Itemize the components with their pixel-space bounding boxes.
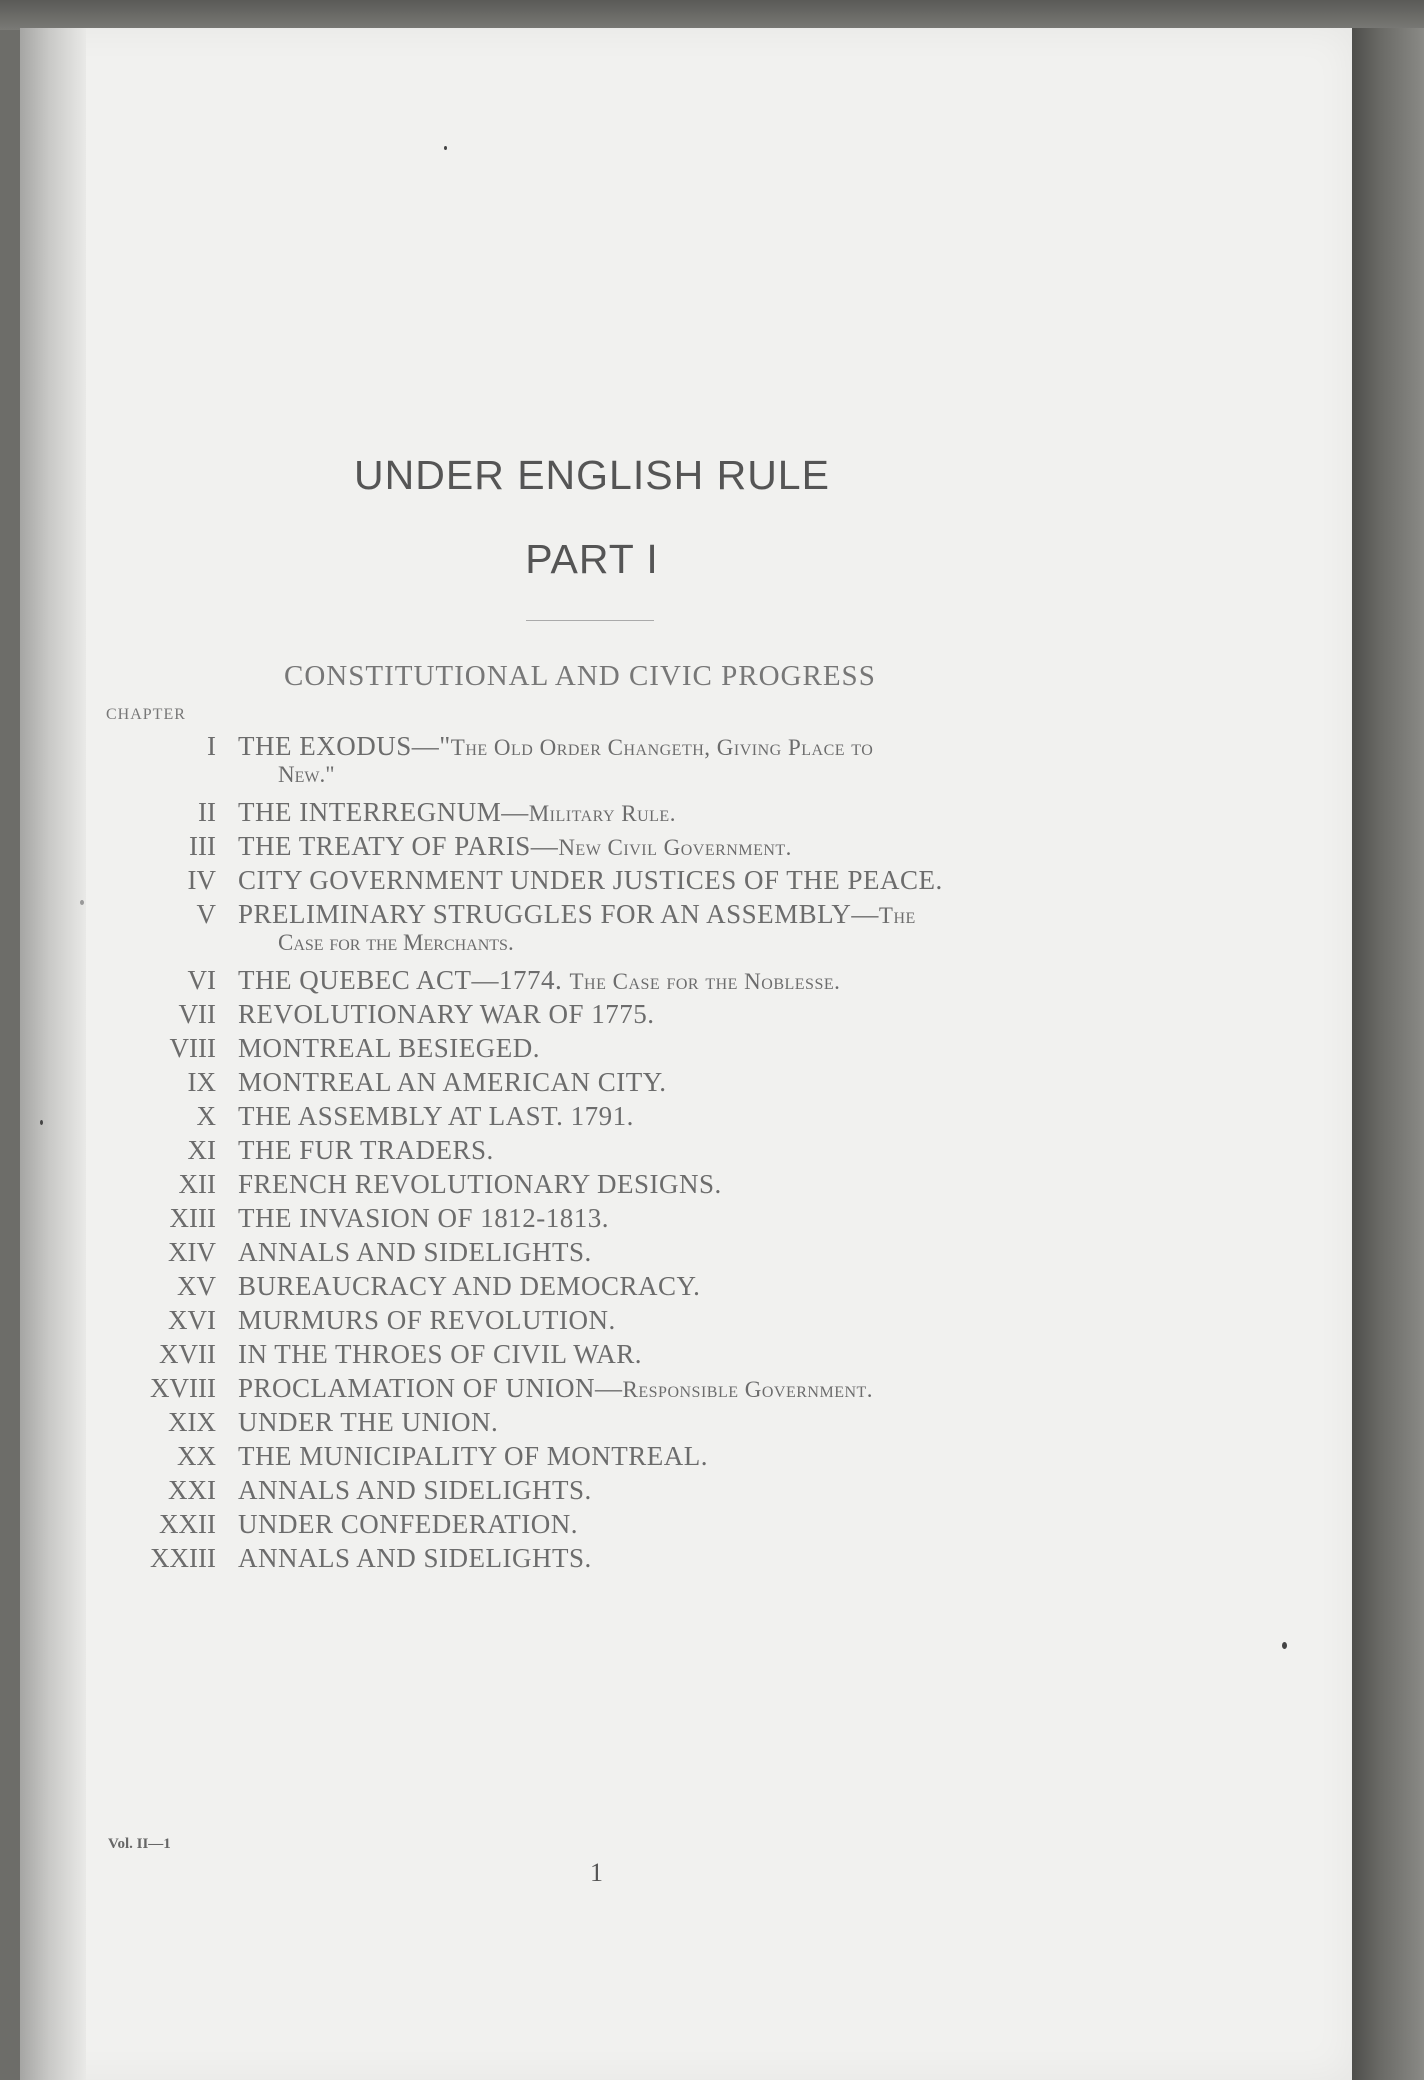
chapter-title-main: PROCLAMATION OF UNION—: [238, 1373, 623, 1403]
chapter-title-subtitle: Military Rule.: [528, 801, 676, 826]
chapter-title: [238, 1303, 616, 1337]
chapter-title: [238, 1235, 592, 1269]
chapter-title-main: MURMURS OF REVOLUTION.: [238, 1305, 616, 1335]
chapter-title: [238, 1371, 873, 1407]
toc-entry: [0, 1473, 1424, 1507]
toc-entry: [0, 1099, 1424, 1133]
chapter-title-main: BUREAUCRACY AND DEMOCRACY.: [238, 1271, 701, 1301]
chapter-title: [238, 963, 840, 999]
title-divider: [526, 620, 654, 621]
chapter-title: [238, 1099, 634, 1133]
chapter-numeral: IX: [187, 1067, 216, 1097]
toc-entry: [0, 1065, 1424, 1099]
toc-entry: [0, 795, 1424, 829]
chapter-numeral: VII: [178, 999, 216, 1029]
toc-entry: [0, 729, 1424, 763]
chapter-title-main: THE FUR TRADERS.: [238, 1135, 494, 1165]
chapter-title-main: FRENCH REVOLUTIONARY DESIGNS.: [238, 1169, 722, 1199]
chapter-title-main: PRELIMINARY STRUGGLES FOR AN ASSEMBLY—: [238, 899, 879, 929]
chapter-numeral: XII: [178, 1169, 216, 1199]
chapter-title-main: ANNALS AND SIDELIGHTS.: [238, 1237, 592, 1267]
chapter-numeral: I: [207, 731, 216, 761]
chapter-title-main: THE EXODUS—": [238, 731, 451, 761]
chapter-column-label: CHAPTER: [106, 706, 186, 723]
chapter-numeral: XIV: [168, 1237, 216, 1267]
chapter-numeral: X: [196, 1101, 216, 1131]
chapter-title: [238, 1507, 578, 1541]
chapter-title: [238, 1167, 722, 1201]
chapter-title: [238, 863, 943, 897]
chapter-numeral: II: [198, 797, 216, 827]
chapter-title-continuation: Case for the Merchants.: [278, 930, 514, 955]
chapter-title: [238, 1201, 609, 1235]
chapter-title: [238, 829, 792, 865]
chapter-title-main: THE MUNICIPALITY OF MONTREAL.: [238, 1441, 708, 1471]
toc-entry: [0, 1541, 1424, 1575]
chapter-numeral: XIII: [169, 1203, 216, 1233]
chapter-title-subtitle: The Case for the Noblesse.: [569, 969, 841, 994]
toc-entry: [0, 897, 1424, 931]
chapter-title: [238, 1269, 700, 1303]
chapter-title: [238, 729, 873, 765]
main-title: UNDER ENGLISH RULE: [354, 452, 830, 498]
toc-entry: [0, 1167, 1424, 1201]
chapter-title: [238, 897, 916, 933]
chapter-title: [238, 1065, 667, 1099]
chapter-title-main: ANNALS AND SIDELIGHTS.: [238, 1475, 592, 1505]
toc-entry: [0, 1405, 1424, 1439]
chapter-title-continuation: New.": [278, 762, 335, 787]
chapter-title-main: ANNALS AND SIDELIGHTS.: [238, 1543, 592, 1573]
chapter-title: [238, 1337, 642, 1371]
chapter-title: [238, 1541, 592, 1575]
chapter-title-main: CITY GOVERNMENT UNDER JUSTICES OF THE PEACE.: [238, 865, 943, 895]
chapter-title-main: IN THE THROES OF CIVIL WAR.: [238, 1339, 643, 1369]
chapter-title: [238, 795, 676, 831]
chapter-title-main: MONTREAL AN AMERICAN CITY.: [238, 1067, 667, 1097]
part-title: PART I: [525, 536, 659, 582]
chapter-title: [238, 1031, 540, 1065]
scan-speck: [80, 900, 84, 905]
chapter-title-main: THE QUEBEC ACT—1774.: [238, 965, 570, 995]
toc-entry: [0, 863, 1424, 897]
toc-entry: [0, 1303, 1424, 1337]
chapter-title-subtitle: New Civil Government.: [558, 835, 792, 860]
chapter-title-main: MONTREAL BESIEGED.: [238, 1033, 540, 1063]
chapter-title-subtitle: Responsible Government.: [622, 1377, 874, 1402]
chapter-title-subtitle: The: [878, 903, 916, 928]
chapter-numeral: III: [189, 831, 216, 861]
chapter-numeral: XXII: [159, 1509, 216, 1539]
chapter-numeral: XVIII: [150, 1373, 216, 1403]
section-subtitle: CONSTITUTIONAL AND CIVIC PROGRESS: [284, 660, 876, 692]
toc-entry: [0, 1507, 1424, 1541]
chapter-title-main: REVOLUTIONARY WAR OF 1775.: [238, 999, 655, 1029]
chapter-title: [238, 1439, 708, 1473]
chapter-numeral: XX: [177, 1441, 216, 1471]
scan-speck: [40, 1120, 43, 1125]
chapter-numeral: V: [196, 899, 216, 929]
chapter-numeral: VIII: [169, 1033, 216, 1063]
chapter-title-main: THE INTERREGNUM—: [238, 797, 529, 827]
toc-entry: [0, 997, 1424, 1031]
toc-entry: [0, 1201, 1424, 1235]
volume-signature: Vol. II—1: [108, 1836, 171, 1852]
chapter-numeral: IV: [187, 865, 216, 895]
chapter-title-main: UNDER THE UNION.: [238, 1407, 499, 1437]
chapter-numeral: XVII: [159, 1339, 216, 1369]
toc-entry: [0, 963, 1424, 997]
chapter-numeral: XI: [187, 1135, 216, 1165]
chapter-numeral: VI: [187, 965, 216, 995]
chapter-title-main: UNDER CONFEDERATION.: [238, 1509, 578, 1539]
chapter-title-subtitle: The Old Order Changeth, Giving Place to: [450, 735, 874, 760]
chapter-numeral: XV: [177, 1271, 216, 1301]
chapter-numeral: XIX: [168, 1407, 216, 1437]
chapter-numeral: XXIII: [150, 1543, 216, 1573]
chapter-title-main: THE TREATY OF PARIS—: [238, 831, 559, 861]
page-number: 1: [590, 1858, 603, 1887]
toc-entry: [0, 1031, 1424, 1065]
toc-entry: [0, 1371, 1424, 1405]
scan-top-border: [0, 0, 1424, 30]
chapter-title: [238, 1405, 498, 1439]
toc-entry: [0, 1235, 1424, 1269]
toc-entry: [0, 1439, 1424, 1473]
chapter-title: [238, 1133, 494, 1167]
chapter-numeral: XVI: [168, 1305, 216, 1335]
chapter-title: [238, 997, 655, 1031]
chapter-title: [238, 1473, 592, 1507]
chapter-title-main: THE ASSEMBLY AT LAST. 1791.: [238, 1101, 634, 1131]
chapter-numeral: XXI: [168, 1475, 216, 1505]
scan-speck: [1282, 1642, 1287, 1649]
chapter-title-main: THE INVASION OF 1812-1813.: [238, 1203, 610, 1233]
toc-entry: [0, 1337, 1424, 1371]
toc-entry: [0, 1269, 1424, 1303]
toc-entry: [0, 1133, 1424, 1167]
toc-entry: [0, 829, 1424, 863]
scan-speck: [444, 146, 447, 150]
